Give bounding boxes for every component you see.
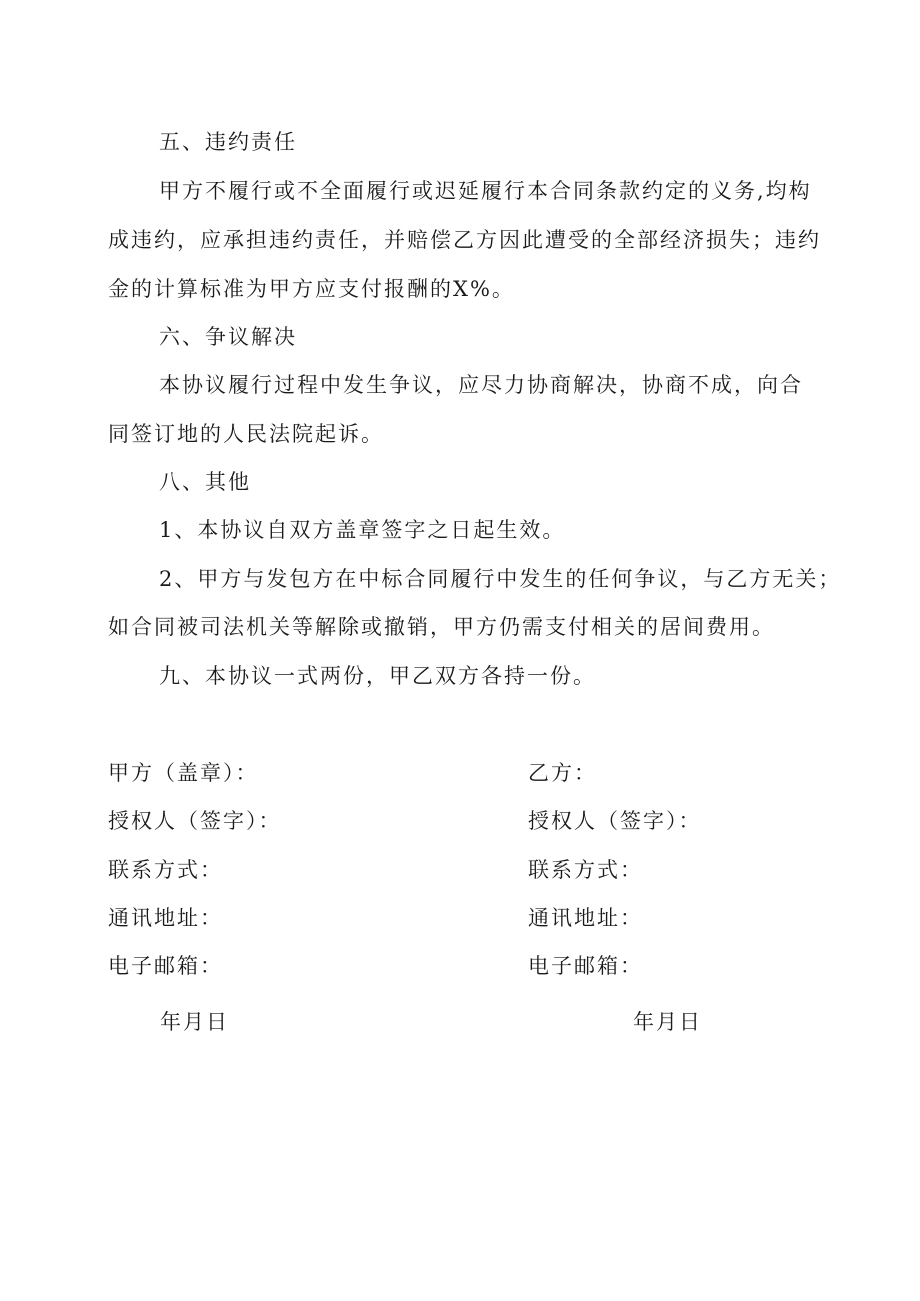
dispute-paragraph-line: 同签订地的人民法院起诉。: [108, 422, 384, 446]
party-b-contact: 联系方式：: [528, 858, 643, 882]
other-item-2-line: 如合同被司法机关等解除或撤销，甲方仍需支付相关的居间费用。: [108, 615, 775, 639]
other-item-2-line: 2、甲方与发包方在中标合同履行中发生的任何争议，与乙方无关；: [159, 567, 842, 591]
party-a-email: 电子邮箱：: [108, 954, 223, 978]
party-a-authorized: 授权人（签字）：: [108, 809, 282, 833]
party-b-address: 通讯地址：: [528, 906, 643, 930]
section-copies: 九、本协议一式两份，甲乙双方各持一份。: [159, 664, 596, 688]
dispute-paragraph-line: 本协议履行过程中发生争议，应尽力协商解决，协商不成，向合: [159, 373, 803, 397]
party-a-name: 甲方（盖章）：: [108, 761, 259, 785]
party-a-date: 年月日: [160, 1010, 229, 1034]
party-b-name: 乙方：: [528, 761, 597, 785]
section-heading-dispute: 六、争议解决: [159, 325, 297, 349]
party-b-authorized: 授权人（签字）：: [528, 809, 702, 833]
breach-paragraph-line: 成违约，应承担违约责任，并赔偿乙方因此遭受的全部经济损失；违约: [108, 228, 821, 252]
party-b-date: 年月日: [633, 1010, 702, 1034]
other-item-1: 1、本协议自双方盖章签字之日起生效。: [159, 518, 566, 542]
party-a-contact: 联系方式：: [108, 858, 223, 882]
party-a-address: 通讯地址：: [108, 906, 223, 930]
breach-paragraph-line: 甲方不履行或不全面履行或迟延履行本合同条款约定的义务,均构: [159, 179, 812, 203]
breach-paragraph-line: 金的计算标准为甲方应支付报酬的X%。: [108, 277, 515, 301]
party-b-email: 电子邮箱：: [528, 954, 643, 978]
section-heading-breach: 五、违约责任: [159, 130, 297, 154]
section-heading-other: 八、其他: [159, 470, 251, 494]
